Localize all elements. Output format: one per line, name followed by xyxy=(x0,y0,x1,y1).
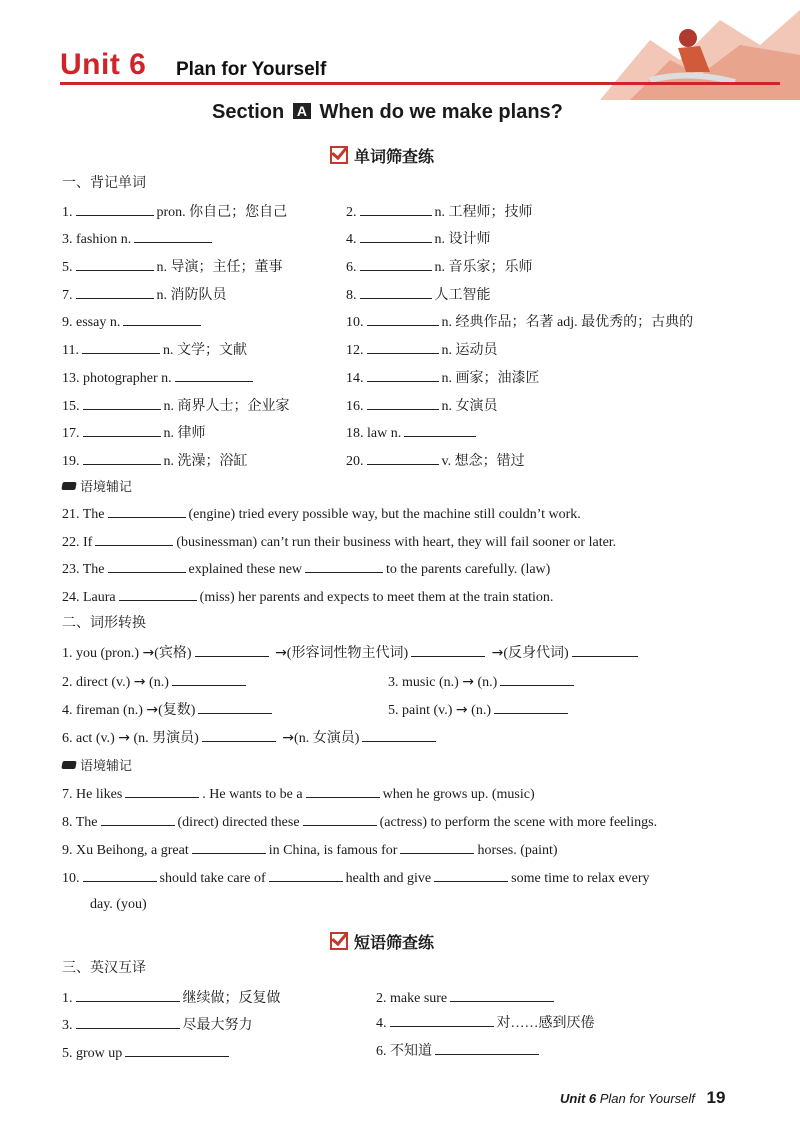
answer-blank[interactable] xyxy=(362,727,436,742)
form-item-5: 5. paint (v.) → (n.) xyxy=(388,699,571,721)
answer-blank[interactable] xyxy=(76,284,154,299)
answer-blank[interactable] xyxy=(83,450,161,465)
part1-heading: 一、背记单词 xyxy=(62,176,146,191)
page-number: 19 xyxy=(706,1088,726,1107)
answer-blank[interactable] xyxy=(360,201,432,216)
sentence-23: 23. The explained these new to the parents carefully. (law) xyxy=(62,558,550,580)
answer-blank[interactable] xyxy=(450,987,554,1002)
mountain-illustration xyxy=(560,0,800,100)
sentence-24: 24. Laura (miss) her parents and expects to meet them at the train station. xyxy=(62,586,553,608)
word-item-12: 12. n. 运动员 xyxy=(346,339,498,361)
word-item-3: 3. fashion n. xyxy=(62,228,215,250)
answer-blank[interactable] xyxy=(125,1042,229,1057)
section-title xyxy=(212,101,563,124)
header-rule xyxy=(60,82,780,85)
phrase-item-3: 3. 尽最大努力 xyxy=(62,1014,253,1036)
form-item-2: 2. direct (v.) → (n.) xyxy=(62,671,249,693)
part2-heading: 二、词形转换 xyxy=(62,616,146,631)
answer-blank[interactable] xyxy=(360,256,432,271)
answer-blank[interactable] xyxy=(367,339,439,354)
phrase-item-6: 6. 不知道 xyxy=(376,1040,542,1062)
phrase-item-1: 1. 继续做；反复做 xyxy=(62,987,281,1009)
part3-title xyxy=(330,930,434,953)
answer-blank[interactable] xyxy=(76,201,154,216)
answer-blank[interactable] xyxy=(411,642,485,657)
part1-title xyxy=(330,144,434,167)
word-item-5: 5. n. 导演；主任；董事 xyxy=(62,256,283,278)
sentence-8: 8. The (direct) directed these (actress) to perform the scene with more feelings. xyxy=(62,811,657,833)
answer-blank[interactable] xyxy=(390,1012,494,1027)
word-item-14: 14. n. 画家；油漆匠 xyxy=(346,367,540,389)
unit-title: Plan for Yourself xyxy=(176,59,327,80)
form-item-4: 4. fireman (n.) →(复数) xyxy=(62,699,275,721)
word-item-11: 11. n. 文学；文献 xyxy=(62,339,247,361)
sentence-9: 9. Xu Beihong, a great in China, is famous for horses. (paint) xyxy=(62,839,558,861)
answer-blank[interactable] xyxy=(195,642,269,657)
footer-unit: Unit 6 xyxy=(560,1091,597,1106)
answer-blank[interactable] xyxy=(134,228,212,243)
word-item-17: 17. n. 律师 xyxy=(62,422,206,444)
graduation-cap-icon xyxy=(61,482,76,490)
word-item-9: 9. essay n. xyxy=(62,311,204,333)
answer-blank[interactable] xyxy=(367,450,439,465)
context-label-1: 语境辅记 xyxy=(62,477,132,497)
word-item-16: 16. n. 女演员 xyxy=(346,395,498,417)
answer-blank[interactable] xyxy=(82,339,160,354)
answer-blank[interactable] xyxy=(76,256,154,271)
answer-blank[interactable] xyxy=(435,1040,539,1055)
word-item-6: 6. n. 音乐家；乐师 xyxy=(346,256,533,278)
word-item-19: 19. n. 洗澡；浴缸 xyxy=(62,450,248,472)
answer-blank[interactable] xyxy=(101,811,175,826)
word-item-7: 7. n. 消防队员 xyxy=(62,284,227,306)
answer-blank[interactable] xyxy=(360,228,432,243)
answer-blank[interactable] xyxy=(303,811,377,826)
answer-blank[interactable] xyxy=(192,839,266,854)
section-letter-badge: A xyxy=(293,103,311,119)
answer-blank[interactable] xyxy=(95,531,173,546)
answer-blank[interactable] xyxy=(360,284,432,299)
sentence-22: 22. If (businessman) can’t run their business with heart, they will fail sooner or later. xyxy=(62,531,616,553)
answer-blank[interactable] xyxy=(83,422,161,437)
word-item-1: 1. pron. 你自己；您自己 xyxy=(62,201,287,223)
word-item-20: 20. v. 想念；错过 xyxy=(346,450,525,472)
context-label-2: 语境辅记 xyxy=(62,756,132,776)
answer-blank[interactable] xyxy=(400,839,474,854)
word-item-15: 15. n. 商界人士；企业家 xyxy=(62,395,290,417)
answer-blank[interactable] xyxy=(404,422,476,437)
answer-blank[interactable] xyxy=(367,395,439,410)
answer-blank[interactable] xyxy=(500,671,574,686)
unit-label: Unit 6 xyxy=(60,48,147,81)
answer-blank[interactable] xyxy=(306,783,380,798)
header-banner xyxy=(0,0,800,100)
answer-blank[interactable] xyxy=(83,395,161,410)
sentence-10-cont: day. (you) xyxy=(90,897,147,912)
phrase-item-5: 5. grow up xyxy=(62,1042,232,1064)
answer-blank[interactable] xyxy=(202,727,276,742)
answer-blank[interactable] xyxy=(83,867,157,882)
answer-blank[interactable] xyxy=(76,1014,180,1029)
form-item-1: 1. you (pron.) →(宾格) →(形容词性物主代词) →(反身代词) xyxy=(62,642,641,664)
graduation-cap-icon xyxy=(61,761,76,769)
sentence-7: 7. He likes . He wants to be a when he grows up. (music) xyxy=(62,783,535,805)
word-item-2: 2. n. 工程师；技师 xyxy=(346,201,533,223)
answer-blank[interactable] xyxy=(125,783,199,798)
word-item-10: 10. n. 经典作品；名著 adj. 最优秀的；古典的 xyxy=(346,311,693,333)
sentence-21: 21. The (engine) tried every possible way, but the machine still couldn’t work. xyxy=(62,503,581,525)
answer-blank[interactable] xyxy=(76,987,180,1002)
section-question: When do we make plans? xyxy=(319,101,563,123)
check-icon xyxy=(330,932,348,950)
answer-blank[interactable] xyxy=(305,558,383,573)
word-item-4: 4. n. 设计师 xyxy=(346,228,491,250)
answer-blank[interactable] xyxy=(172,671,246,686)
word-item-8: 8. 人工智能 xyxy=(346,284,491,306)
check-icon xyxy=(330,146,348,164)
answer-blank[interactable] xyxy=(367,311,439,326)
part3-heading: 三、英汉互译 xyxy=(62,961,146,976)
phrase-item-2: 2. make sure xyxy=(376,987,557,1009)
footer-title: Plan for Yourself xyxy=(599,1091,695,1106)
answer-blank[interactable] xyxy=(367,367,439,382)
phrase-item-4: 4. 对……感到厌倦 xyxy=(376,1012,595,1034)
answer-blank[interactable] xyxy=(108,503,186,518)
word-item-13: 13. photographer n. xyxy=(62,367,256,389)
part1-title-text: 单词筛查练 xyxy=(354,149,435,166)
answer-blank[interactable] xyxy=(119,586,197,601)
answer-blank[interactable] xyxy=(175,367,253,382)
answer-blank[interactable] xyxy=(494,699,568,714)
page-footer xyxy=(560,1088,725,1108)
answer-blank[interactable] xyxy=(198,699,272,714)
part3-title-text: 短语筛查练 xyxy=(354,935,435,952)
form-item-3: 3. music (n.) → (n.) xyxy=(388,671,577,693)
section-prefix: Section xyxy=(212,101,285,123)
word-item-18: 18. law n. xyxy=(346,422,479,444)
answer-blank[interactable] xyxy=(572,642,638,657)
answer-blank[interactable] xyxy=(434,867,508,882)
answer-blank[interactable] xyxy=(269,867,343,882)
form-item-6: 6. act (v.) → (n. 男演员) →(n. 女演员) xyxy=(62,727,439,749)
sentence-10: 10. should take care of health and give some time to relax every xyxy=(62,867,650,889)
answer-blank[interactable] xyxy=(108,558,186,573)
answer-blank[interactable] xyxy=(123,311,201,326)
